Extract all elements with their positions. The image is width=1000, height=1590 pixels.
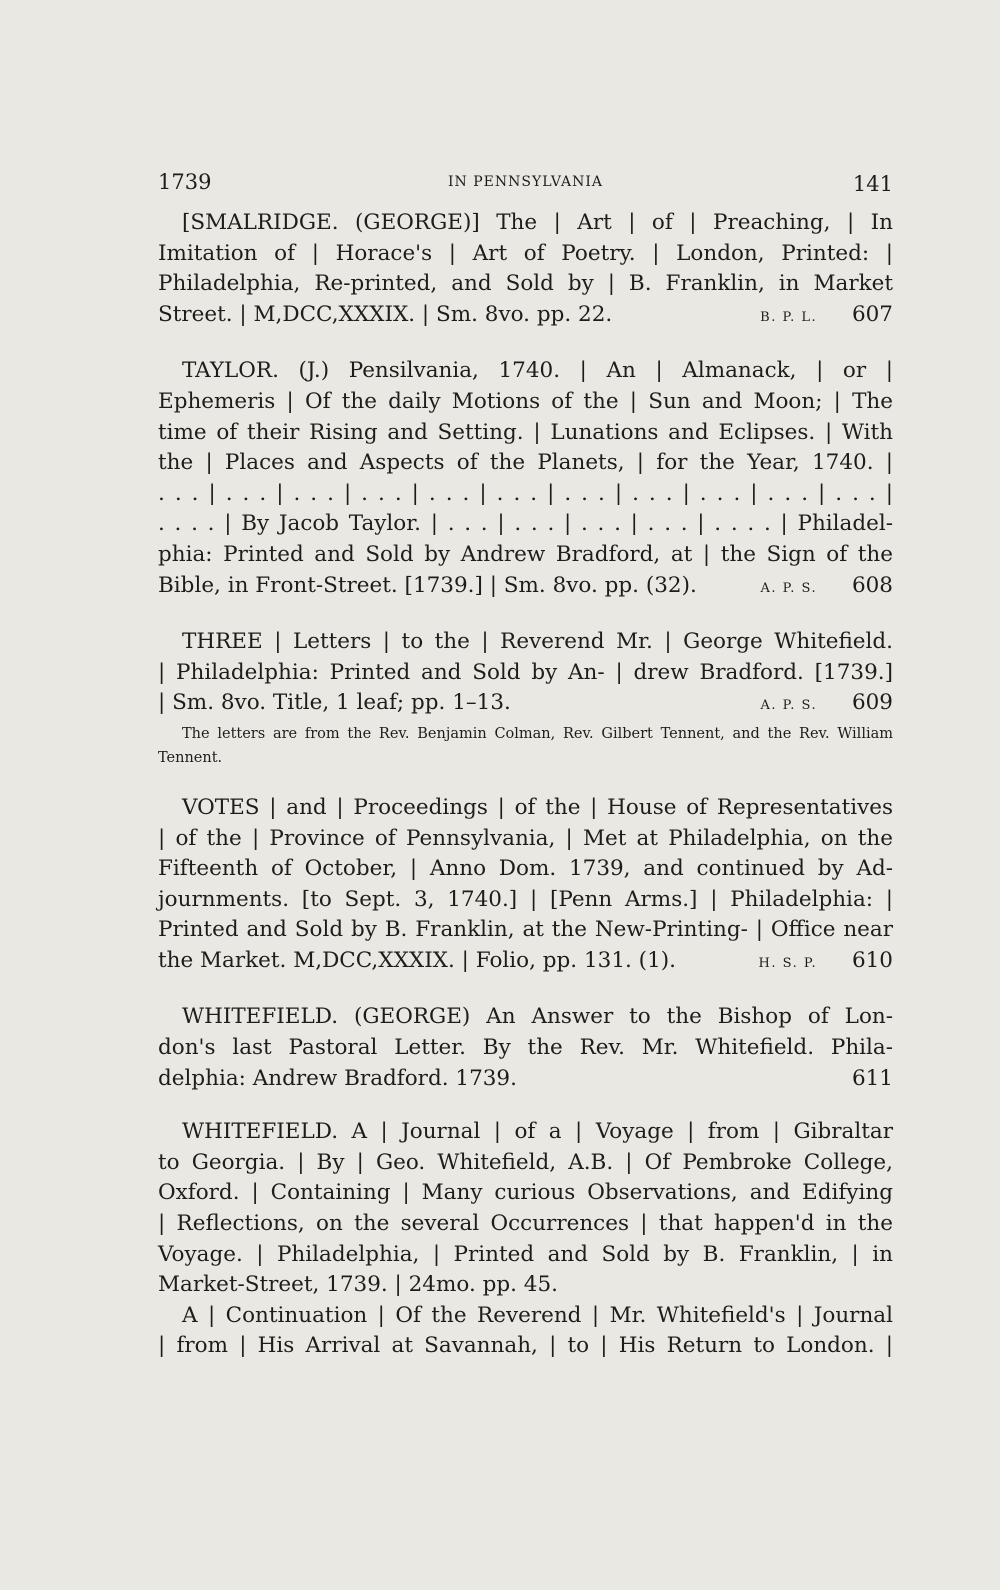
- entry-line: Fifteenth of October, | Anno Dom. 1739, and continued by Ad-: [158, 856, 893, 882]
- entry-line: Printed and Sold by B. Franklin, at the New-Printing- | Office near: [158, 917, 893, 943]
- entry-line: journments. [to Sept. 3, 1740.] | [Penn Arms.] | Philadelphia: |: [158, 886, 893, 912]
- library-code: H. S. P.: [758, 955, 818, 971]
- bibliography-entry-608: [158, 356, 893, 604]
- entry-note: The letters are from the Rev. Benjamin Colman, Rev. Gilbert Tennent, and the Rev. William Tennent.: [158, 725, 893, 766]
- entry-footer: [158, 571, 893, 605]
- entry-line: . . . . | By Jacob Taylor. | . . . | . . . | . . . | . . . | . . . . | Philadel-: [158, 511, 893, 537]
- entry-line: TAYLOR. (J.) Pensilvania, 1740. | An | Almanack, | or |: [182, 358, 893, 384]
- entry-line: A | Continuation | Of the Reverend | Mr. Whitefield's | Journal: [182, 1302, 893, 1328]
- page-number: 141: [852, 172, 893, 196]
- entry-line: phia: Printed and Sold by Andrew Bradford, at | the Sign of the: [158, 541, 893, 567]
- entry-footer: [158, 1064, 893, 1095]
- entry-number: 611: [851, 1065, 893, 1091]
- entry-line: THREE | Letters | to the | Reverend Mr. | George Whitefield.: [182, 629, 893, 655]
- entry-line: VOTES | and | Proceedings | of the | House of Representatives: [182, 794, 893, 820]
- bibliography-entry-609: [158, 627, 893, 770]
- entry-line: [SMALRIDGE. (GEORGE)] The | Art | of | Preaching, | In: [182, 210, 893, 235]
- library-code: A. P. S.: [760, 580, 818, 596]
- library-code: A. P. S.: [760, 698, 818, 714]
- entry-line: WHITEFIELD. A | Journal | of a | Voyage | from | Gibraltar: [182, 1119, 893, 1145]
- entry-line: Market-Street, 1739. | 24mo. pp. 45.: [158, 1272, 558, 1298]
- entry-number: 608: [851, 572, 893, 598]
- entry-line: time of their Rising and Setting. | Lunations and Eclipses. | With: [158, 419, 893, 445]
- entry-footer: [158, 300, 893, 334]
- entry-line: Street. | M,DCC,XXXIX. | Sm. 8vo. pp. 22.: [158, 301, 613, 327]
- bibliography-entry-610: [158, 793, 893, 980]
- entry-number: 607: [851, 301, 893, 327]
- bibliography-entry-whitefield-journal: [158, 1117, 893, 1362]
- entry-line: | Philadelphia: Printed and Sold by An- | drew Bradford. [1739.]: [158, 659, 893, 685]
- page: [158, 170, 893, 1362]
- bibliography-entry-607: [158, 208, 893, 333]
- entry-line: Oxford. | Containing | Many curious Observations, and Edifying: [158, 1180, 893, 1206]
- library-code: B. P. L.: [760, 309, 818, 325]
- entry-line: to Georgia. | By | Geo. Whitefield, A.B. | Of Pembroke College,: [158, 1149, 893, 1175]
- bibliography-entry-611: [158, 1002, 893, 1094]
- running-head: [158, 170, 893, 202]
- entry-line: WHITEFIELD. (GEORGE) An Answer to the Bishop of Lon-: [182, 1004, 893, 1030]
- entry-line: . . . | . . . | . . . | . . . | . . . | . . . | . . . | . . . | . . . | . . . | . . . |: [158, 480, 893, 506]
- entry-line: don's last Pastoral Letter. By the Rev. Mr. Whitefield. Phila-: [158, 1035, 893, 1061]
- entry-number: 610: [851, 947, 893, 973]
- running-head-title: IN PENNSYLVANIA: [448, 174, 603, 190]
- entry-line: Imitation of | Horace's | Art of Poetry. | London, Printed: |: [158, 240, 893, 266]
- entry-line: | of the | Province of Pennsylvania, | Met at Philadelphia, on the: [158, 825, 893, 851]
- entry-footer: [158, 946, 893, 980]
- entry-line: delphia: Andrew Bradford. 1739.: [158, 1065, 517, 1091]
- entry-line: Bible, in Front-Street. [1739.] | Sm. 8vo. pp. (32).: [158, 572, 697, 598]
- entry-footer: [158, 688, 893, 722]
- entry-line: the Market. M,DCC,XXXIX. | Folio, pp. 131. (1).: [158, 947, 676, 973]
- entry-line: Philadelphia, Re-printed, and Sold by | B. Franklin, in Market: [158, 271, 893, 297]
- entry-line: Ephemeris | Of the daily Motions of the | Sun and Moon; | The: [158, 388, 893, 414]
- entry-line: the | Places and Aspects of the Planets, | for the Year, 1740. |: [158, 450, 893, 476]
- running-head-year: 1739: [158, 170, 212, 194]
- entry-line: | Sm. 8vo. Title, 1 leaf; pp. 1–13.: [158, 690, 511, 716]
- entry-number: 609: [851, 690, 893, 716]
- entry-line: | from | His Arrival at Savannah, | to | His Return to London. |: [158, 1333, 893, 1359]
- entry-line: Voyage. | Philadelphia, | Printed and Sold by B. Franklin, | in: [158, 1241, 893, 1267]
- entry-line: | Reflections, on the several Occurrences | that happen'd in the: [158, 1211, 893, 1237]
